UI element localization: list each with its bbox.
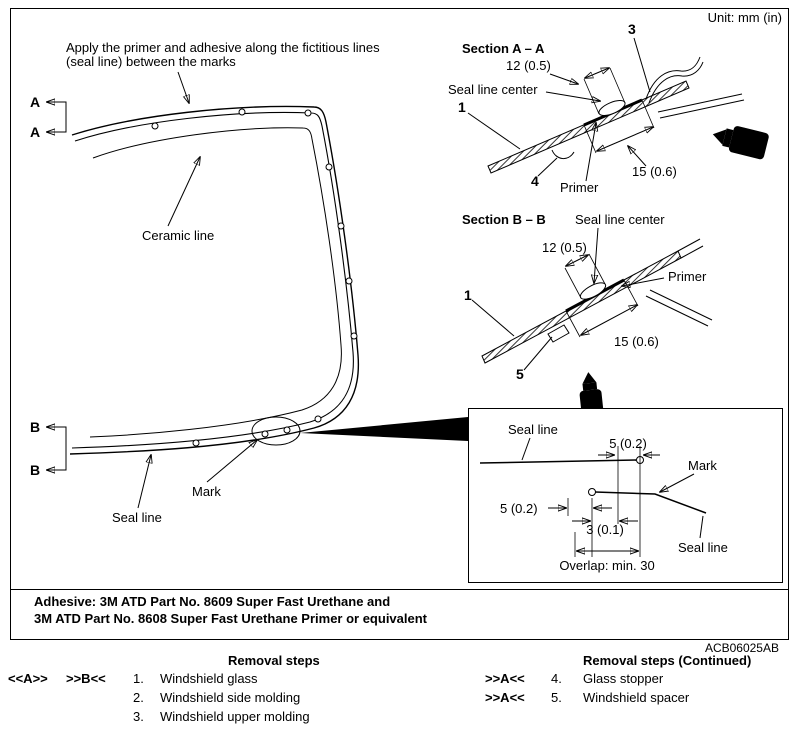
step-number: 2. [133, 690, 144, 705]
section-a-marker-bottom: A [30, 124, 41, 140]
mark-dot [284, 427, 290, 433]
section-a-marker-top: A [30, 94, 41, 110]
mark-dot [346, 278, 352, 284]
step-marker-b: >>B<< [66, 671, 106, 686]
step-label: Windshield upper molding [160, 709, 310, 724]
callout-3: 3 [628, 21, 636, 37]
callout-5: 5 [516, 366, 524, 382]
step-marker-a: >>A<< [485, 690, 525, 705]
removal-steps-continued-title: Removal steps (Continued) [583, 653, 752, 668]
inset-overlap-label: Overlap: min. 30 [559, 558, 655, 573]
primer-label: Primer [560, 180, 599, 195]
detail-inset [469, 409, 783, 583]
step-label: Windshield spacer [583, 690, 690, 705]
adhesive-note-line1: Adhesive: 3M ATD Part No. 8609 Super Fast Urethane and [34, 594, 391, 609]
figure-code: ACB06025AB [704, 641, 779, 655]
callout-1: 1 [458, 99, 466, 115]
annotation-line2: (seal line) between the marks [66, 54, 236, 69]
inset-mark-label: Mark [688, 458, 717, 473]
dim-15-label: 15 (0.6) [632, 164, 677, 179]
section-b-marker-bottom: B [30, 462, 41, 478]
mark-dot [193, 440, 199, 446]
mark-dot [305, 110, 311, 116]
section-bb-title: Section B – B [462, 212, 546, 227]
section-b-marker-top: B [30, 419, 41, 435]
mark-label: Mark [192, 484, 221, 499]
step-number: 4. [551, 671, 562, 686]
step-label: Glass stopper [583, 671, 664, 686]
mark-dot [338, 223, 344, 229]
seal-line-center-label: Seal line center [575, 212, 665, 227]
inset-seal-line-bottom-label: Seal line [678, 540, 728, 555]
mark-dot [351, 333, 357, 339]
mark-dot [262, 431, 268, 437]
unit-label: Unit: mm (in) [707, 10, 782, 25]
mark-dot [239, 109, 245, 115]
step-marker-a: <<A>> [8, 671, 48, 686]
section-aa-title: Section A – A [462, 41, 545, 56]
inset-seal-line-top-label: Seal line [508, 422, 558, 437]
step-label: Windshield side molding [160, 690, 301, 705]
mark-dot [152, 123, 158, 129]
mark-dot [589, 489, 596, 496]
step-label: Windshield glass [160, 671, 258, 686]
inset-dim-5-top: 5 (0.2) [609, 436, 647, 451]
dim-15-label: 15 (0.6) [614, 334, 659, 349]
step-number: 5. [551, 690, 562, 705]
primer-label: Primer [668, 269, 707, 284]
dim-12-label: 12 (0.5) [542, 240, 587, 255]
step-marker-a: >>A<< [485, 671, 525, 686]
ceramic-line-label: Ceramic line [142, 228, 215, 243]
mark-dot [326, 164, 332, 170]
dim-12-label: 12 (0.5) [506, 58, 551, 73]
inset-dim-5-left: 5 (0.2) [500, 501, 538, 516]
seal-line-label: Seal line [112, 510, 162, 525]
annotation-line1: Apply the primer and adhesive along the fictitious lines [66, 40, 380, 55]
callout-4: 4 [531, 173, 539, 189]
adhesive-note-line2: 3M ATD Part No. 8608 Super Fast Urethane Primer or equivalent [34, 611, 428, 626]
step-number: 3. [133, 709, 144, 724]
removal-steps-title: Removal steps [228, 653, 320, 668]
mark-dot [315, 416, 321, 422]
callout-1: 1 [464, 287, 472, 303]
step-number: 1. [133, 671, 144, 686]
inset-dim-3: 3 (0.1) [586, 522, 624, 537]
seal-line-center-label: Seal line center [448, 82, 538, 97]
